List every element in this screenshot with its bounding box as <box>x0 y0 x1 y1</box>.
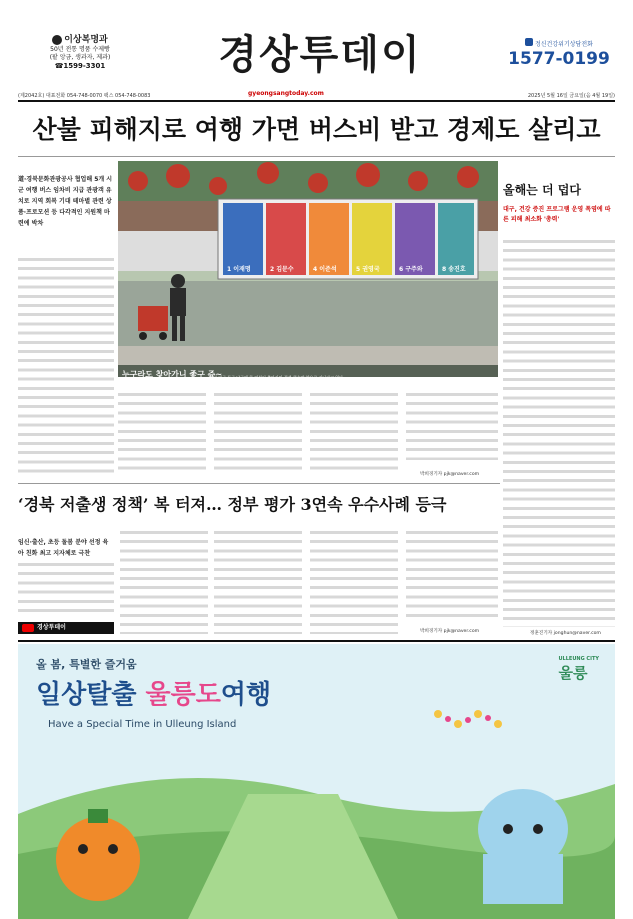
hotline-phone: 1577-0199 <box>508 49 610 69</box>
bakery-line1: 50년 전통 명품 수제빵 <box>50 46 110 53</box>
bakery-brand: 이상복명과 <box>64 35 108 45</box>
ad-main-prefix: 일상탈출 <box>36 680 146 710</box>
article1-byline: 박희경기자 pjk@naver.com <box>420 472 480 477</box>
bakery-line2: (팥 앙금, 생과자, 제과) <box>49 54 111 61</box>
election-poster-photo[interactable] <box>118 161 498 377</box>
article1-body-col3 <box>214 390 302 475</box>
ad-divider <box>18 640 615 642</box>
hotline-sub: 정신건강위기상담전화 <box>534 41 593 48</box>
sidebar-article[interactable] <box>503 165 615 632</box>
sidebar-subtitle: 대구, 건강 증진 프로그램 운영 폭염에 따른 피해 최소화 '총력' <box>503 206 611 223</box>
bakery-logo-icon <box>52 35 62 45</box>
article2-body-col3 <box>214 528 302 634</box>
newspaper-header <box>0 0 633 90</box>
ad-english-title: Have a Special Time in Ulleung Island <box>48 719 237 730</box>
info-bar <box>18 90 615 100</box>
election-poster-label: 6 구주와 <box>399 266 423 273</box>
ulleung-logo-text: 울릉 <box>558 664 588 682</box>
ad-main-suffix: 여행 <box>220 680 272 710</box>
sidebar-title: 올해는 더 덥다 <box>503 183 581 197</box>
hotline-ad[interactable] <box>499 38 619 84</box>
article1-body-col1 <box>18 255 114 477</box>
bakery-tel: ☎1599-3301 <box>54 62 106 70</box>
bakery-ad[interactable] <box>20 34 140 84</box>
issue-info: (제2042호) 대표전화 054-748-0070 팩스 054-748-0083 <box>18 93 151 99</box>
ulleung-ad[interactable] <box>18 644 615 919</box>
ad-tagline: 올 봄, 특별한 즐거움 <box>36 658 137 671</box>
article1-body-col4 <box>310 390 398 475</box>
article2-body-col5 <box>406 528 498 620</box>
article1-body-col5 <box>406 390 498 460</box>
ad-main-title <box>36 674 271 711</box>
election-poster-label: 8 송진호 <box>442 266 466 273</box>
website-link[interactable]: gyeongsangtoday.com <box>248 90 324 97</box>
article2-byline: 박희경기자 pjk@naver.com <box>420 629 480 634</box>
article1-body-col2 <box>118 390 206 475</box>
hotline-icon <box>525 38 533 46</box>
article2-body-col2 <box>120 528 208 634</box>
photo-caption <box>118 370 498 387</box>
issue-date: 2025년 5월 16일 금요일(음 4월 19일) <box>527 93 615 99</box>
article2-headline[interactable]: ‘경북 저출생 정책’ 복 터져… 정부 평가 3연속 우수사례 등극 <box>18 495 447 514</box>
article2-body-col1 <box>18 560 114 618</box>
article2-body-col4 <box>310 528 398 634</box>
masthead-title[interactable]: 경상투데이 <box>218 32 422 78</box>
election-poster-label: 5 권영국 <box>356 266 380 273</box>
sidebar-body <box>503 237 615 627</box>
ulleung-logo-sub: ULLEUNG CITY <box>558 656 599 662</box>
ad-main-highlight: 울릉도 <box>145 680 221 710</box>
photo-caption-title: 누구라도 찾아가니 좋구 쥬~ <box>122 370 223 379</box>
election-poster-label: 2 김문수 <box>270 266 294 273</box>
ulleung-logo <box>559 656 600 683</box>
article2-divider <box>18 483 500 484</box>
youtube-label: 경상투데이 <box>37 624 66 631</box>
youtube-banner[interactable] <box>18 622 114 634</box>
article2-lead: 임신·출산, 초등 돌봄 분야 선정 육아 친화 최고 지자체로 극찬 <box>18 539 109 557</box>
youtube-play-icon <box>22 624 34 632</box>
header-divider <box>18 100 615 102</box>
article1-headline[interactable]: 산불 피해지로 여행 가면 버스비 받고 경제도 살리고 <box>32 115 601 144</box>
headline-divider <box>18 156 615 157</box>
election-poster-label: 4 이준석 <box>313 266 337 273</box>
sidebar-byline: 정훈진기자 jonghun@naver.com <box>530 631 601 636</box>
photo-caption-body: 15일 대구 동구 남구에 한 여성이 출마자와 걸개 현수막 앞으로 지나가고 있다. <box>208 375 345 380</box>
election-poster-label: 1 이재명 <box>227 266 251 273</box>
article1-lead: 道·경북문화관광공사 협업해 5개 시군 여행 버스 임차비 지급 관광객 유치로 지역 회복 기대 테마별 관련 상품·프로모션 등 다각적인 지원책 마련에 박차 <box>18 176 113 227</box>
